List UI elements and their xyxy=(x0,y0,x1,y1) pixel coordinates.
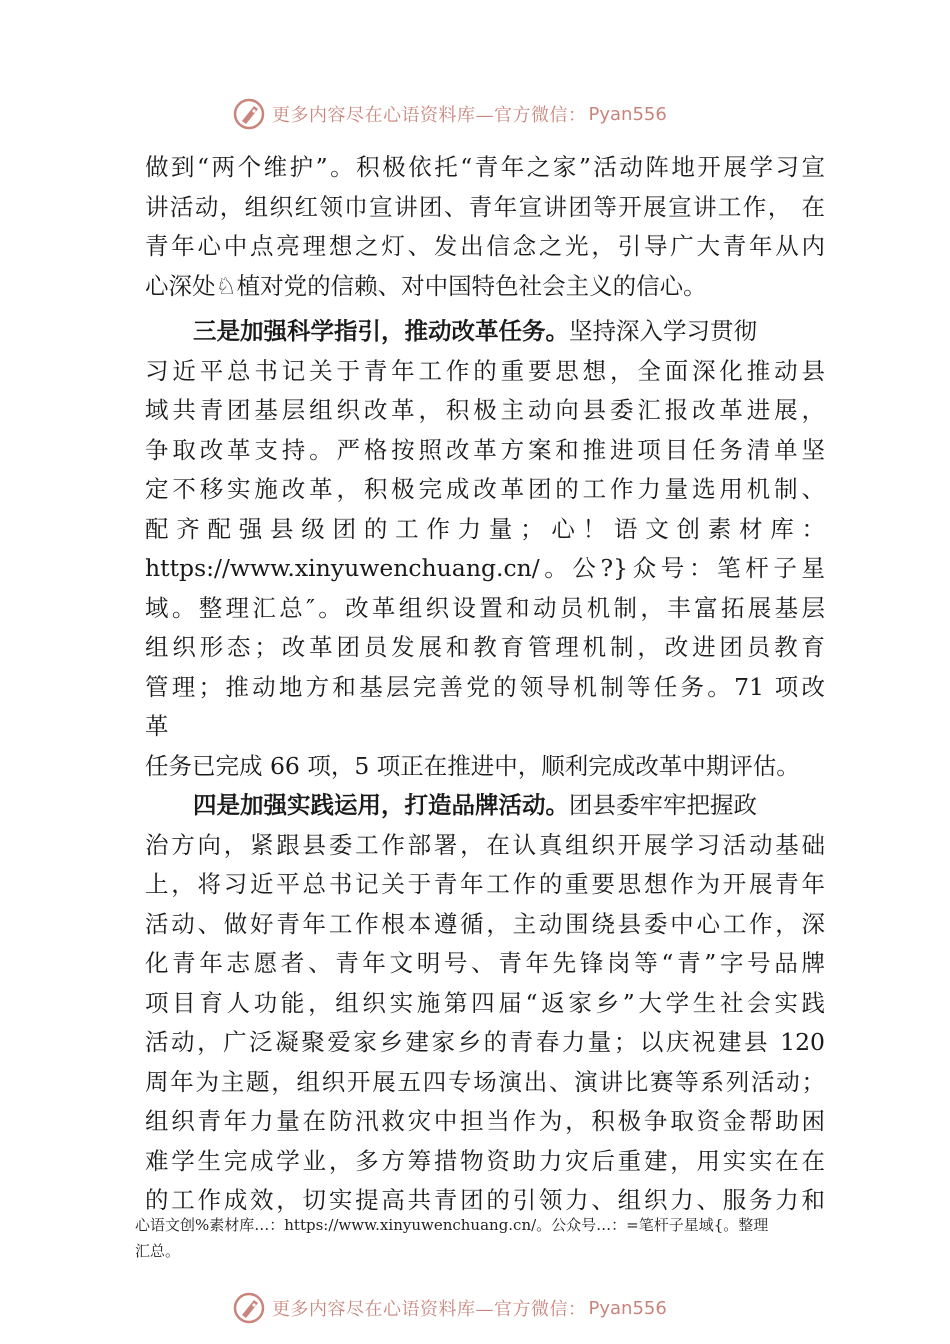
footer-line: 心语文创%素材库…：https://www.xinyuwenchuang.cn/。公众号…：=笔杆子星域{。整理 xyxy=(135,1216,769,1234)
text-line: 上，将习近平总书记关于青年工作的重要思想作为开展青年 xyxy=(145,870,825,898)
banner-text: 更多内容尽在心语资料库—官方微信： xyxy=(272,1299,587,1320)
text-line: 组织形态；改革团员发展和教育管理机制，改进团员教育 xyxy=(145,633,825,661)
pen-nib-logo-icon xyxy=(232,1291,266,1325)
text-line: 周年为主题，组织开展五四专场演出、演讲比赛等系列活动； xyxy=(145,1067,825,1096)
text-line: 革 xyxy=(145,712,169,740)
watermark-banner-top xyxy=(232,96,752,132)
text-line: 做到“两个维护”。积极依托“青年之家”活动阵地开展学习宣 xyxy=(145,153,825,181)
page-footer-note xyxy=(135,1212,835,1264)
paragraph-2 xyxy=(145,312,825,786)
footer-line: 汇总。 xyxy=(135,1242,181,1260)
text-line: 配齐配强县级团的工作力量；心！语文创素材库： xyxy=(145,514,825,543)
text-line: 任务已完成 66 项，5 项正在推进中，顺利完成改革中期评估。 xyxy=(145,751,800,780)
document-body xyxy=(145,148,825,1221)
text-line: 习近平总书记关于青年工作的重要思想，全面深化推动县 xyxy=(145,356,825,385)
text-line: 定不移实施改革，积极完成改革团的工作力量选用机制、 xyxy=(145,475,825,503)
text-line: https://www.xinyuwenchuang.cn/。公?}众号：笔杆子星 xyxy=(145,554,825,582)
text-run: 团县委牢牢把握政 xyxy=(569,791,757,819)
text-line: 化青年志愿者、青年文明号、青年先锋岗等“青”字号品牌 xyxy=(145,949,825,977)
text-line: 治方向，紧跟县委工作部署，在认真组织开展学习活动基础 xyxy=(145,830,825,859)
paragraph-heading: 三是加强科学指引，推动改革任务。 xyxy=(193,317,569,345)
text-line: 活动，广泛凝聚爱家乡建家乡的青春力量；以庆祝建县 120 xyxy=(145,1028,825,1056)
paragraph-first-line xyxy=(145,312,825,352)
text-line: 难学生完成学业，多方筹措物资助力灾后重建，用实实在在 xyxy=(145,1146,825,1175)
text-line: 组织青年力量在防汛救灾中担当作为，积极争取资金帮助困 xyxy=(145,1107,825,1135)
paragraph-heading: 四是加强实践运用，打造品牌活动。 xyxy=(193,791,569,819)
text-line: 活动、做好青年工作根本遵循，主动围绕县委中心工作，深 xyxy=(145,909,825,938)
paragraph-1 xyxy=(145,148,825,306)
text-run: 坚持深入学习贯彻 xyxy=(569,317,757,345)
banner-wechat-id: Pyan556 xyxy=(588,103,667,125)
text-line: 域。整理汇总″。改革组织设置和动员机制，丰富拓展基层 xyxy=(145,593,825,622)
paragraph-3 xyxy=(145,786,825,1221)
text-line: 项目育人功能，组织实施第四届“返家乡”大学生社会实践 xyxy=(145,988,825,1017)
text-line: 争取改革支持。严格按照改革方案和推进项目任务清单坚 xyxy=(145,435,825,464)
banner-text: 更多内容尽在心语资料库—官方微信： xyxy=(272,105,587,126)
text-line: 青年心中点亮理想之灯、发出信念之光，引导广大青年从内 xyxy=(145,232,825,260)
text-line: 域共青团基层组织改革，积极主动向县委汇报改革进展， xyxy=(145,396,825,424)
paragraph-first-line xyxy=(145,786,825,826)
text-line: 的工作成效，切实提高共青团的引领力、组织力、服务力和 xyxy=(145,1186,825,1214)
watermark-banner-bottom xyxy=(232,1290,752,1326)
banner-wechat-id: Pyan556 xyxy=(588,1297,667,1319)
pen-nib-logo-icon xyxy=(232,97,266,131)
text-line: 讲活动，组织红领巾宣讲团、青年宣讲团等开展宣讲工作， 在 xyxy=(145,192,825,221)
text-line: 管理；推动地方和基层完善党的领导机制等任务。71 项改 xyxy=(145,672,825,701)
text-line: 心深处♘植对党的信赖、对中国特色社会主义的信心。 xyxy=(145,271,707,300)
